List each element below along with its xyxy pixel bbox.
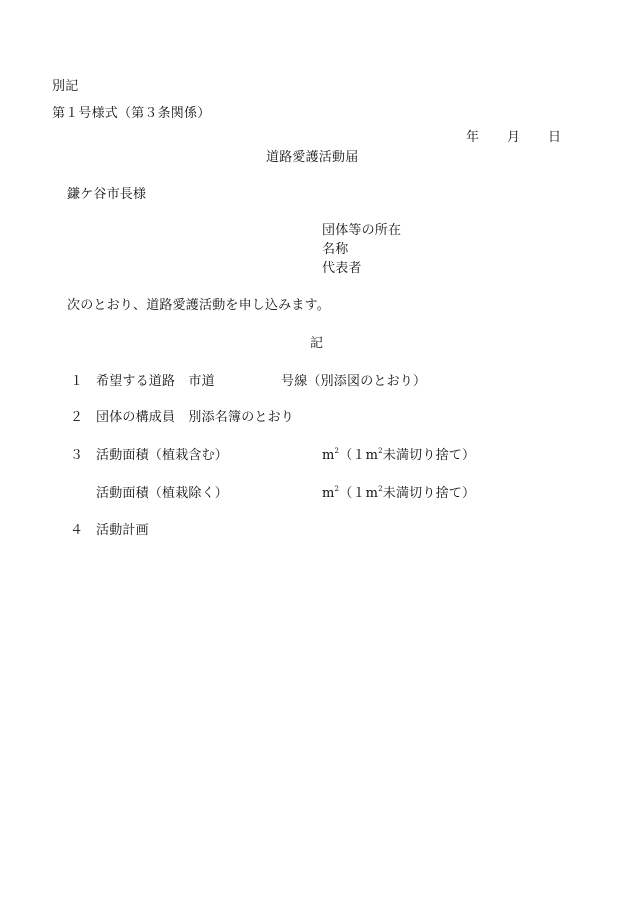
- date-month-label: 月: [507, 130, 521, 145]
- item-3b-unit: m: [322, 486, 335, 501]
- item-2-label: 団体の構成員 別添名簿のとおり: [96, 410, 295, 425]
- item-3-number: ３: [70, 448, 84, 463]
- item-3b-note-post: 未満切り捨て）: [382, 486, 476, 501]
- addressee: 鎌ケ谷市長様: [67, 187, 147, 202]
- item-1-label: 希望する道路 市道: [96, 374, 215, 389]
- item-3b-note-sup: 2: [378, 485, 383, 493]
- date-year-label: 年: [466, 130, 480, 145]
- applicant-representative-label: 代表者: [322, 261, 362, 276]
- item-3b-area-note: [322, 486, 475, 502]
- item-3-area-note: [322, 448, 475, 464]
- form-label: 第１号様式（第３条関係）: [52, 106, 211, 121]
- item-3-unit-sup: 2: [334, 447, 340, 455]
- item-3b-unit-sup: 2: [334, 485, 340, 493]
- appendix-label: 別記: [52, 79, 79, 94]
- item-4-number: ４: [70, 523, 84, 538]
- date-day-label: 日: [548, 130, 562, 145]
- item-3b-note-pre: （１m: [339, 486, 379, 501]
- ki-heading: 記: [310, 336, 324, 351]
- document-title: 道路愛護活動届: [266, 150, 359, 165]
- item-1-value: 号線（別添図のとおり）: [281, 374, 427, 389]
- item-3-note-sup: 2: [378, 447, 383, 455]
- item-3-note-post: 未満切り捨て）: [382, 448, 476, 463]
- item-4-label: 活動計画: [96, 523, 149, 538]
- applicant-address-label: 団体等の所在: [322, 223, 402, 238]
- item-2-number: ２: [70, 410, 84, 425]
- item-1-number: １: [70, 374, 84, 389]
- item-3-label: 活動面積（植栽含む）: [96, 448, 229, 463]
- intro-text: 次のとおり、道路愛護活動を申し込みます。: [67, 298, 330, 313]
- applicant-name-label: 名称: [322, 242, 349, 257]
- item-3-note-pre: （１m: [339, 448, 379, 463]
- item-3b-label: 活動面積（植栽除く）: [96, 486, 229, 501]
- item-3-unit: m: [322, 448, 335, 463]
